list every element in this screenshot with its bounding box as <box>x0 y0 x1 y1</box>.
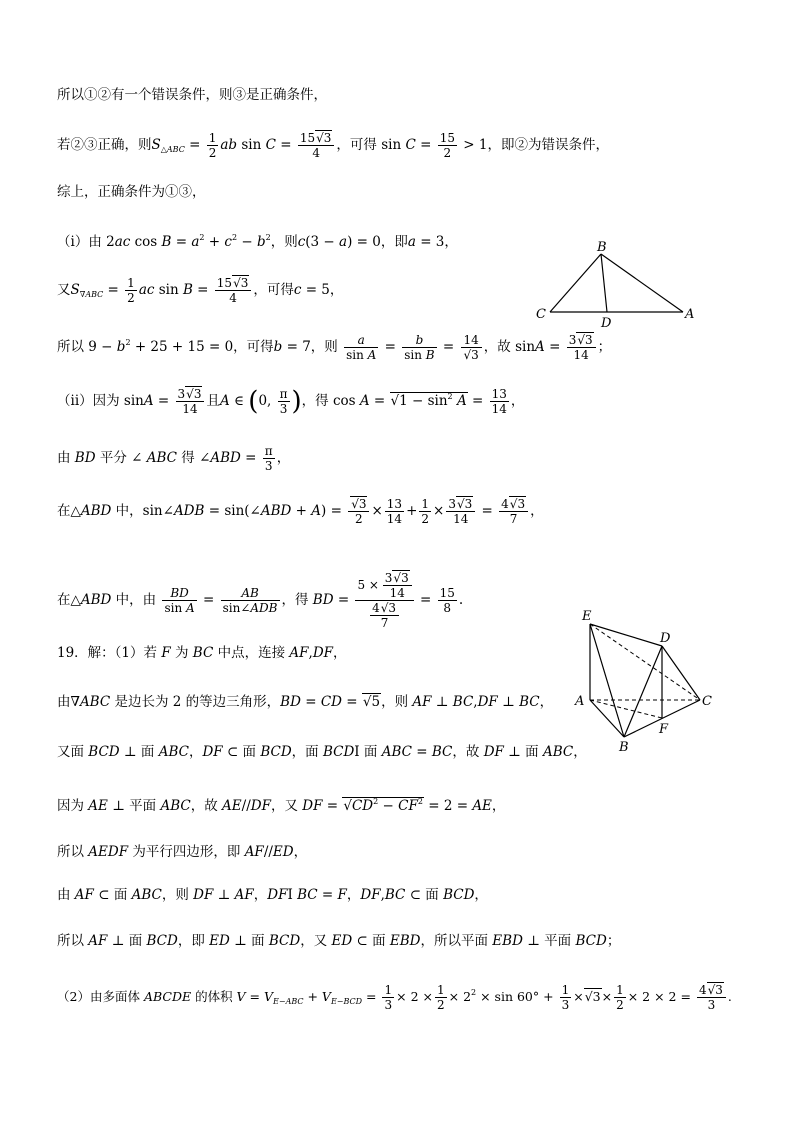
label-e: E <box>582 609 592 624</box>
text-line-18: （2）由多面体 ABCDE 的体积 $V = V_{E-ABC} + V_{E-BCD}$ = $\frac{1}{3}$ × 2 × $\frac{1}{2}$ × $2^2 \times \sin 60^\circ$ + $\frac{1}{3}$ ×√3× $\frac{1}{2}$ × 2 × 2 = $\frac{4√3}{3}$ . <box>57 983 732 1012</box>
line-11-tail: 中点，连接 <box>217 645 286 661</box>
line-3-text: 综上，正确条件为①③， <box>57 184 206 200</box>
text-line-12: 由∇ABC 是边长为 2 的等边三角形，BD = CD = √5，则 AF ⊥ BC,DF ⊥ BC， <box>57 694 554 710</box>
text-line-1 <box>57 85 327 105</box>
text-line-3 <box>57 182 206 202</box>
text-line-2: 若②③正确，则$S_{\triangle ABC}$ = $\frac{1}{2}$ ab sin C = $\frac{15√3}{4}$ ，可得 sin C = $\frac{15}{2}$ > 1，即②为错误条件， <box>57 131 609 160</box>
line-11-mid: 为 <box>175 645 189 661</box>
text-line-9: 在△ABD 中，sin∠ADB = sin(∠ABD + A) = $\frac{√3}{2}$ × $\frac{13}{14}$ + $\frac{1}{2}$ × $\frac{3√3}{14}$ = $\frac{4√3}{7}$ ， <box>57 497 544 526</box>
label-a: A <box>685 307 695 322</box>
label-c-solid: C <box>702 694 712 709</box>
line-1-text: 所以①②有一个错误条件，则③是正确条件， <box>57 87 327 103</box>
text-line-5: 又$S_{\nabla ABC}$ = $\frac{1}{2}$ ac sin B = $\frac{15√3}{4}$ ，可得c = 5， <box>57 276 344 305</box>
text-line-13: 又面 BCD ⊥ 面 ABC，DF ⊂ 面 BCD，面 BCDI 面 ABC = BC，故 DF ⊥ 面 ABC， <box>57 744 587 760</box>
text-line-14: 因为 AE ⊥ 平面 ABC，故 AE//DF，又 DF = $√CD^2 - CF^2 = 2$ = AE， <box>57 797 506 814</box>
label-b-solid: B <box>619 740 629 754</box>
text-line-6: 所以 $9 - b^2 + 25 + 15 = 0$，可得b = 7，则 $\frac{a}{\text{sin A}}$ = $\frac{b}{\text{sin B}}$ = $\frac{14}{√3}$ ，故 sinA = $\frac{3√3}{14}$ ； <box>57 333 612 362</box>
line-11-end: ， <box>333 645 347 661</box>
solid-diagram <box>572 604 722 754</box>
text-line-17: 所以 AF ⊥ 面 BCD，即 ED ⊥ 面 BCD，又 ED ⊂ 面 EBD，所以平面 EBD ⊥ 平面 BCD； <box>57 933 621 949</box>
label-a-solid: A <box>575 694 585 709</box>
text-line-4: （i）由 2ac $\cos B = a^2 + c^2 - b^2$，则c(3 − a) = 0，即a = 3， <box>57 233 458 250</box>
text-line-15: 所以 AEDF 为平行四边形，即 AF//ED， <box>57 844 308 860</box>
label-c: C <box>536 307 546 322</box>
text-line-8: 由 BD 平分 ∠ ABC 得 ∠ABD = $\frac{\pi}{3}$ ， <box>57 444 291 473</box>
text-line-7: （ii）因为 sinA = $\frac{3√3}{14}$ 且A ∈ (0, $\frac{\pi}{3}$ )，得 $\cos A = √1 - \sin^2 A$ = $\frac{13}{14}$ ， <box>57 386 525 417</box>
line-11-head: 19．解：（1）若 <box>57 645 158 661</box>
label-d-solid: D <box>660 631 671 646</box>
label-b: B <box>597 240 607 255</box>
text-line-11: 19．解：（1）若 F 为 BC 中点，连接 AF,DF， <box>57 645 347 661</box>
triangle-diagram <box>530 238 705 333</box>
text-line-10: 在△ABD 中，由 $\frac{BD}{\text{sin A}}$ = AB sin∠ADB ，得 BD = 5 × $\frac{3√3}{14}$ $\frac{4√3}{7}$ = $\frac{15}{8}$ . <box>57 571 464 630</box>
label-d: D <box>601 316 612 331</box>
text-line-16: 由 AF ⊂ 面 ABC，则 DF ⊥ AF，DFI BC = F，DF,BC ⊂ 面 BCD， <box>57 887 488 903</box>
label-f: F <box>659 722 669 737</box>
line-7-head: （ii）因为 <box>57 393 120 409</box>
